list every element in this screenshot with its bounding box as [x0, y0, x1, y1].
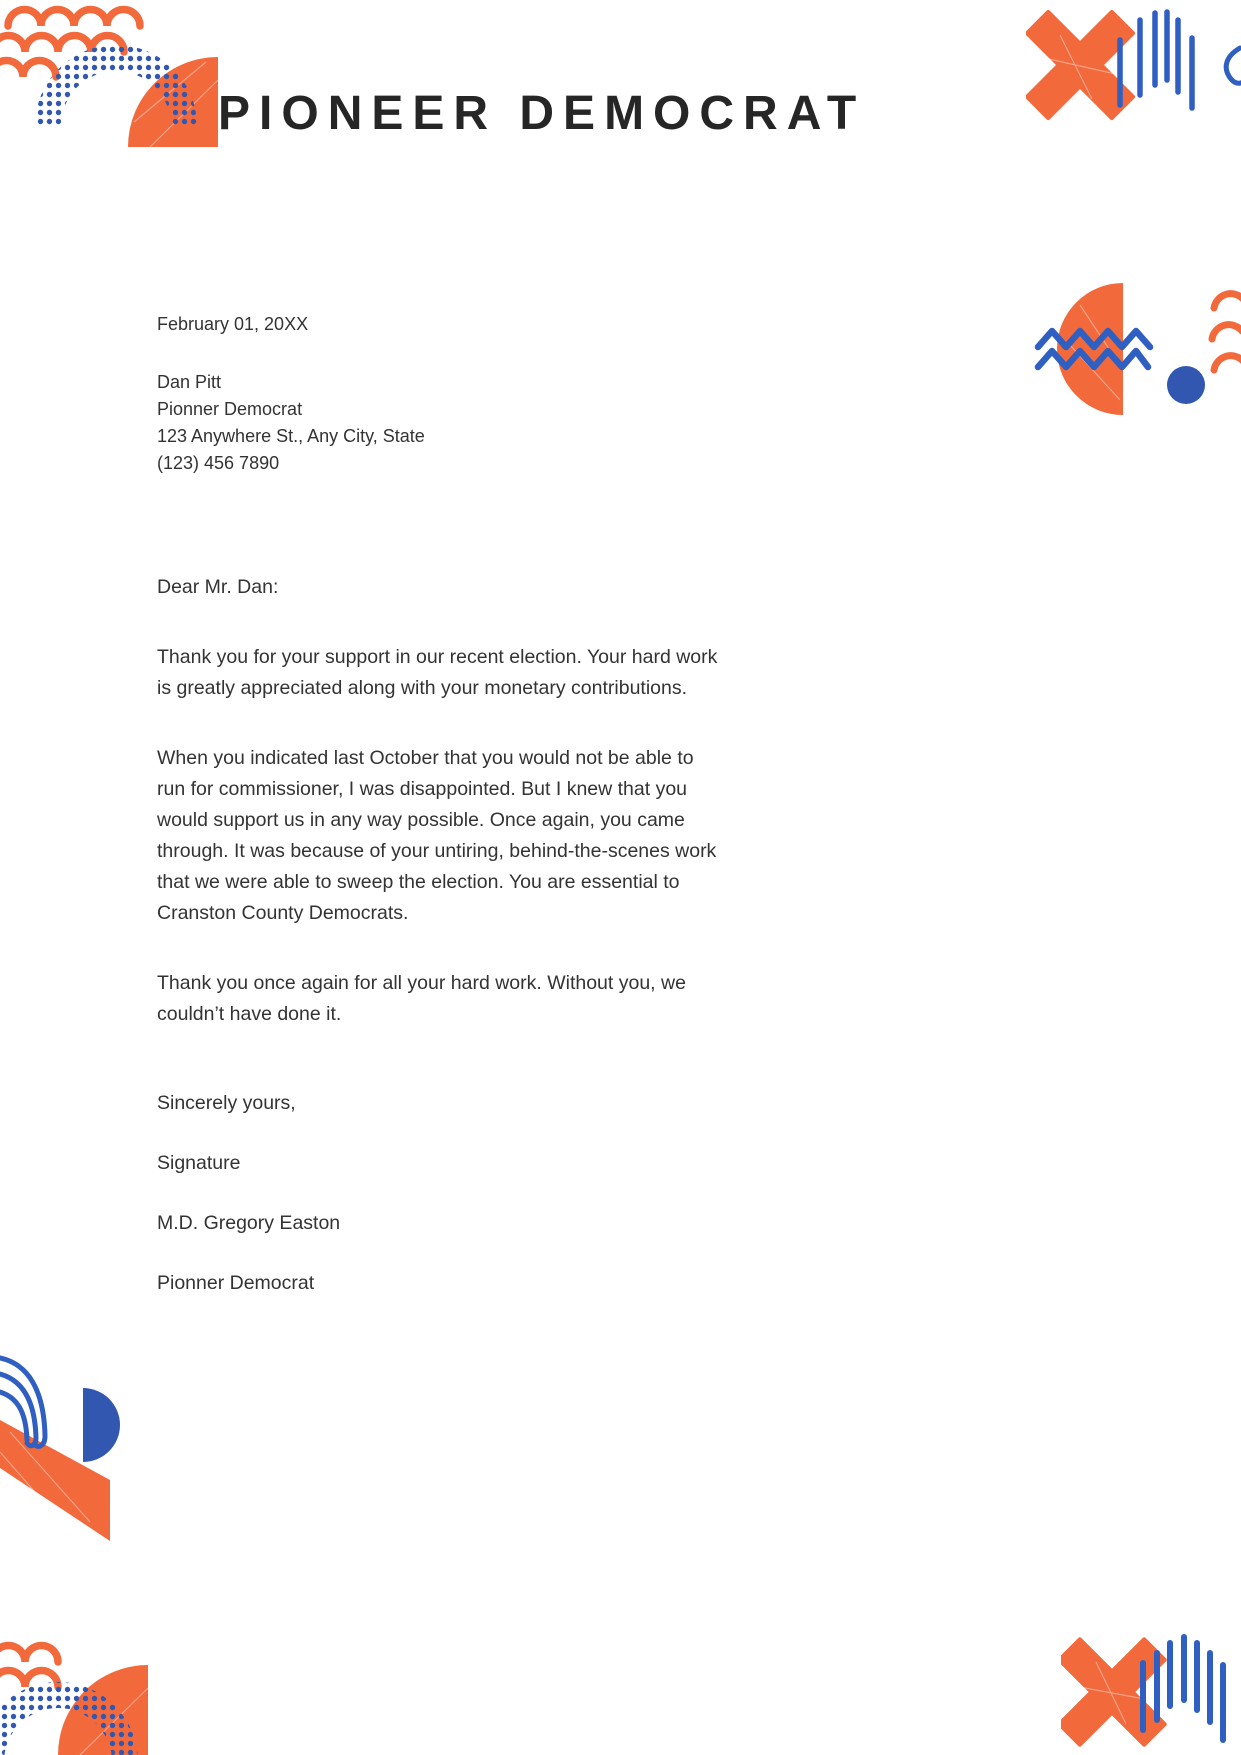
sender-organization: Pionner Democrat	[157, 1272, 315, 1294]
page-title: PIONEER DEMOCRAT	[218, 87, 866, 140]
arc-trio-icon	[1212, 294, 1241, 370]
cross-x-icon	[1061, 1636, 1168, 1747]
right-middle-decoration	[920, 250, 1241, 415]
bottom-left-decoration	[0, 1640, 150, 1755]
closing-block	[157, 1088, 340, 1328]
halftone-dot-arch-icon	[35, 45, 197, 126]
half-circle-small-icon	[83, 1388, 120, 1462]
dot-circle-icon	[1167, 366, 1205, 404]
left-float-decoration	[0, 1352, 130, 1547]
letter-date: February 01, 20XX	[157, 314, 309, 334]
paragraph-3: Thank you once again for all your hard work. Without you, we couldn’t have done it.	[157, 972, 686, 1025]
signature-placeholder: Signature	[157, 1152, 241, 1174]
sender-name: M.D. Gregory Easton	[157, 1212, 341, 1234]
paragraph-1: Thank you for your support in our recent election. Your hard work is greatly appreciated along with your monetary contributions.	[157, 646, 718, 699]
scallop-arcs-icon	[0, 1646, 58, 1688]
paragraph-2: When you indicated last October that you would not be able to run for commissioner, I was disappointed. But I knew that you would support us in any way possible. Once again, you came through. It was because of your untiring, behind-the-scenes work that we were able to sweep the election. You are essential to Cranston County Democrats.	[157, 747, 717, 924]
salutation: Dear Mr. Dan:	[157, 576, 279, 598]
top-left-decoration	[0, 0, 230, 160]
letter-body	[157, 572, 837, 1069]
recipient-address: Dan Pitt Pionner Democrat 123 Anywhere St., Any City, State (123) 456 7890	[157, 372, 425, 473]
top-right-decoration	[1026, 0, 1241, 125]
valediction: Sincerely yours,	[157, 1092, 296, 1114]
edge-squiggle-icon	[1226, 48, 1241, 83]
bottom-right-decoration	[1061, 1630, 1241, 1755]
